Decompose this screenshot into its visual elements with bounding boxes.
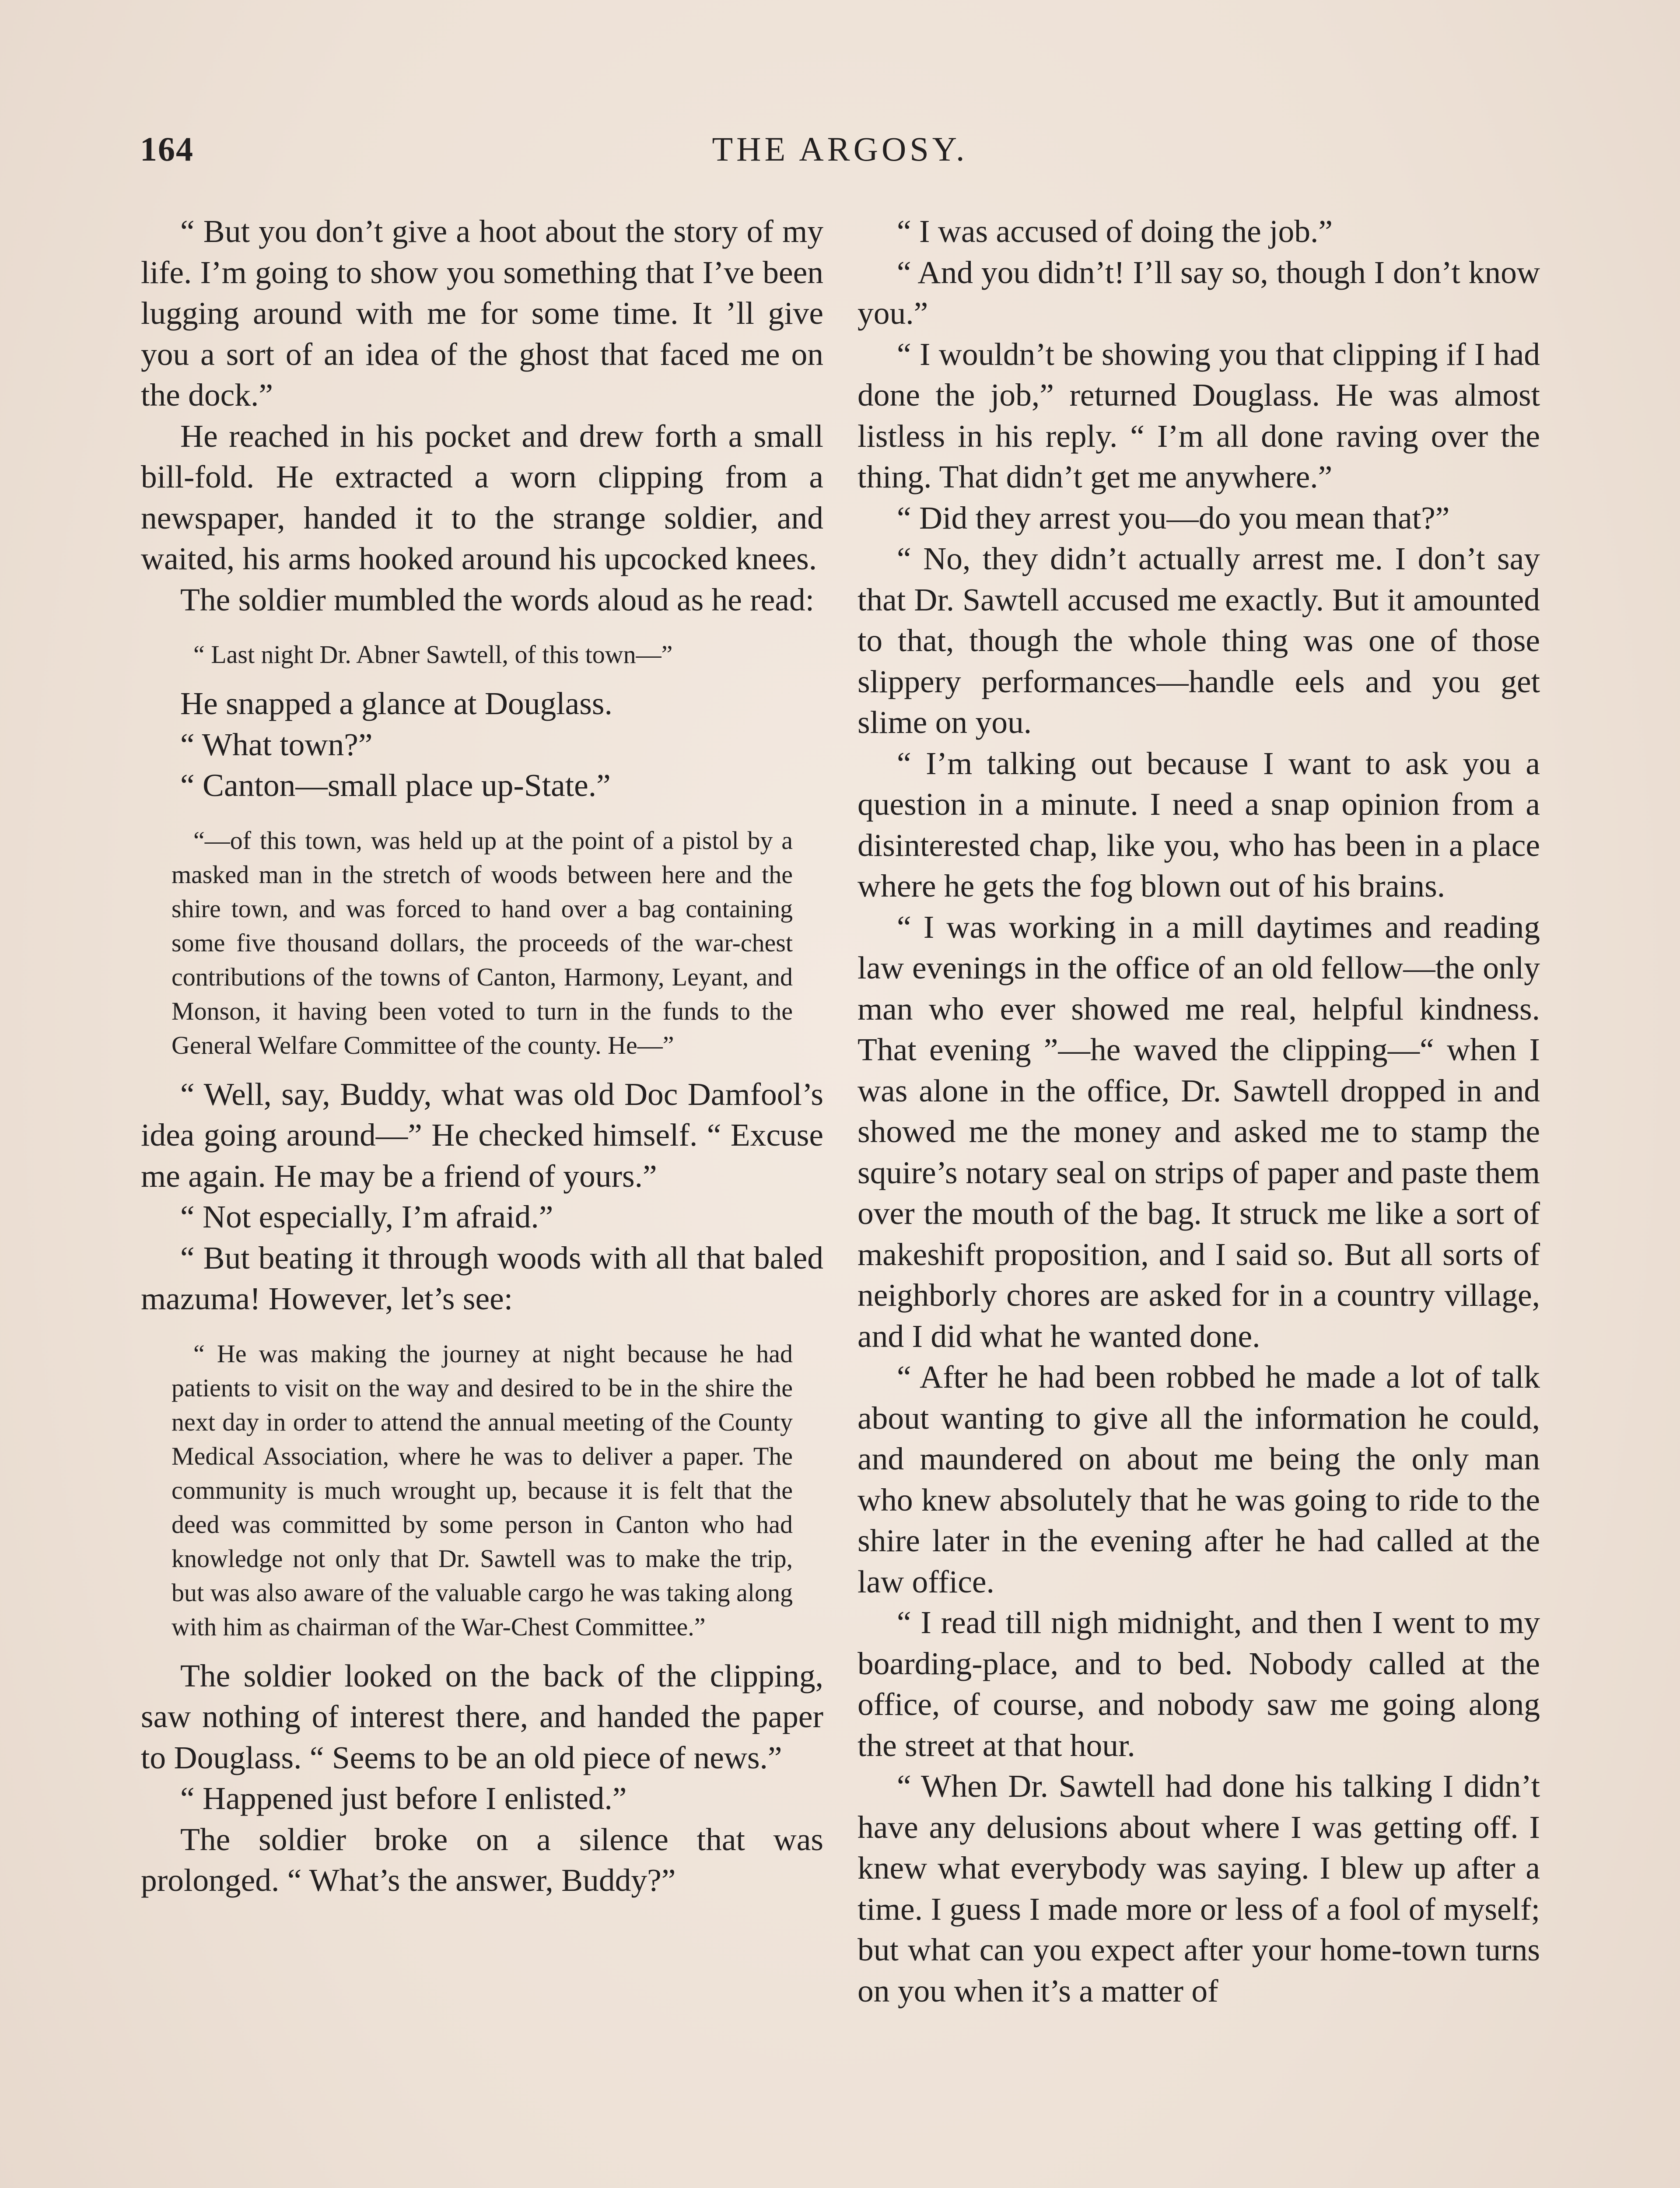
paragraph: “ Not especially, I’m afraid.”	[180, 1199, 553, 1234]
paragraph: The soldier looked on the back of the clipping, saw nothing of interest there, and handed the paper to Douglass. “ Seems to be an old piece of news.”	[141, 1658, 823, 1775]
page-number: 164	[140, 130, 194, 168]
paragraph: “ I wouldn’t be showing you that clipping if I had done the job,” returned Douglass. He was almost listless in his reply. “ I’m all done raving over the thing. That didn’t get me anywhere.”	[858, 336, 1540, 494]
paragraph: “ I read till nigh midnight, and then I went to my boarding-place, and to bed. Nobody called at the office, of course, and nobody saw me going along the street at that hour.	[858, 1605, 1540, 1763]
paragraph: The soldier broke on a silence that was prolonged. “ What’s the answer, Buddy?”	[141, 1821, 823, 1898]
paragraph: “ What town?”	[180, 726, 373, 762]
paragraph: “ I’m talking out because I want to ask you a question in a minute. I need a snap opinion from a disinterested chap, like you, who has been in a place where he gets the fog blown out of his brains.	[858, 745, 1540, 904]
paragraph: “ Well, say, Buddy, what was old Doc Damfool’s idea going around—” He checked himself. “ Excuse me again. He may be a friend of yours.”	[141, 1076, 823, 1194]
paragraph: “ I was accused of doing the job.”	[897, 214, 1333, 249]
newspaper-clipping-quote: “ Last night Dr. Abner Sawtell, of this town—”	[193, 640, 673, 669]
left-column	[141, 211, 823, 1901]
paragraph: “ I was working in a mill daytimes and reading law evenings in the office of an old fellow—the only man who ever showed me real, helpful kindness. That evening ”—he waved the clipping—“ when I was alone in the office, Dr. Sawtell dropped in and showed me the money and asked me to stamp the squire’s notary seal on strips of paper and paste them over the mouth of the bag. It struck me like a sort of makeshift proposition, and I said so. But all sorts of neighborly chores are asked for in a country village, and I did what he wanted done.	[858, 909, 1540, 1354]
newspaper-clipping-quote: “ He was making the journey at night because he had patients to visit on the way and desired to be in the shire the next day in order to attend the annual meeting of the County Medical Association, where he was to deliver a paper. The community is much wrought up, because it is felt that the deed was committed by some person in Canton who had knowledge not only that Dr. Sawtell was to make the trip, but was also aware of the valuable cargo he was taking along with him as chairman of the War-Chest Committee.”	[172, 1339, 793, 1641]
right-column	[858, 211, 1540, 2011]
paragraph: He snapped a glance at Douglass.	[180, 686, 612, 721]
paragraph: He reached in his pocket and drew forth a small bill-fold. He extracted a worn clipping from a newspaper, handed it to the strange soldier, and waited, his arms hooked around his upcocked knees.	[141, 418, 823, 576]
paragraph: “ After he had been robbed he made a lot of talk about wanting to give all the information he could, and maundered on about me being the only man who knew absolutely that he was going to ride to the shire later in the evening after he had called at the law office.	[858, 1359, 1540, 1599]
page-header	[140, 130, 1540, 182]
paragraph: “ When Dr. Sawtell had done his talking I didn’t have any delusions about where I was getting off. I knew what everybody was saying. I blew up after a time. I guess I made more or less of a fool of myself; but what can you expect after your home-town turns on you when it’s a matter of	[858, 1768, 1540, 2009]
newspaper-clipping-quote: “—of this town, was held up at the point of a pistol by a masked man in the stretch of woods between here and the shire town, and was forced to hand over a bag containing some five thousand dollars, the proceeds of the war-chest contributions of the towns of Canton, Harmony, Leyant, and Monson, it having been voted to turn in the funds to the General Welfare Committee of the county. He—”	[172, 826, 793, 1059]
paragraph: “ But beating it through woods with all that baled mazuma! However, let’s see:	[141, 1240, 823, 1316]
running-title: THE ARGOSY.	[712, 130, 968, 168]
paragraph: “ No, they didn’t actually arrest me. I don’t say that Dr. Sawtell accused me exactly. But it amounted to that, though the whole thing was one of those slippery performances—handle eels and you get slime on you.	[858, 541, 1540, 740]
paragraph: “ Canton—small place up-State.”	[180, 768, 611, 803]
paragraph: “ Happened just before I enlisted.”	[180, 1781, 627, 1816]
paragraph: “ Did they arrest you—do you mean that?”	[897, 500, 1450, 536]
paragraph: The soldier mumbled the words aloud as he read:	[180, 582, 815, 617]
paragraph: “ And you didn’t! I’ll say so, though I don’t know you.”	[858, 254, 1540, 331]
paragraph: “ But you don’t give a hoot about the story of my life. I’m going to show you something that I’ve been lugging around with me for some time. It ’ll give you a sort of an idea of the ghost that faced me on the dock.”	[141, 214, 823, 413]
